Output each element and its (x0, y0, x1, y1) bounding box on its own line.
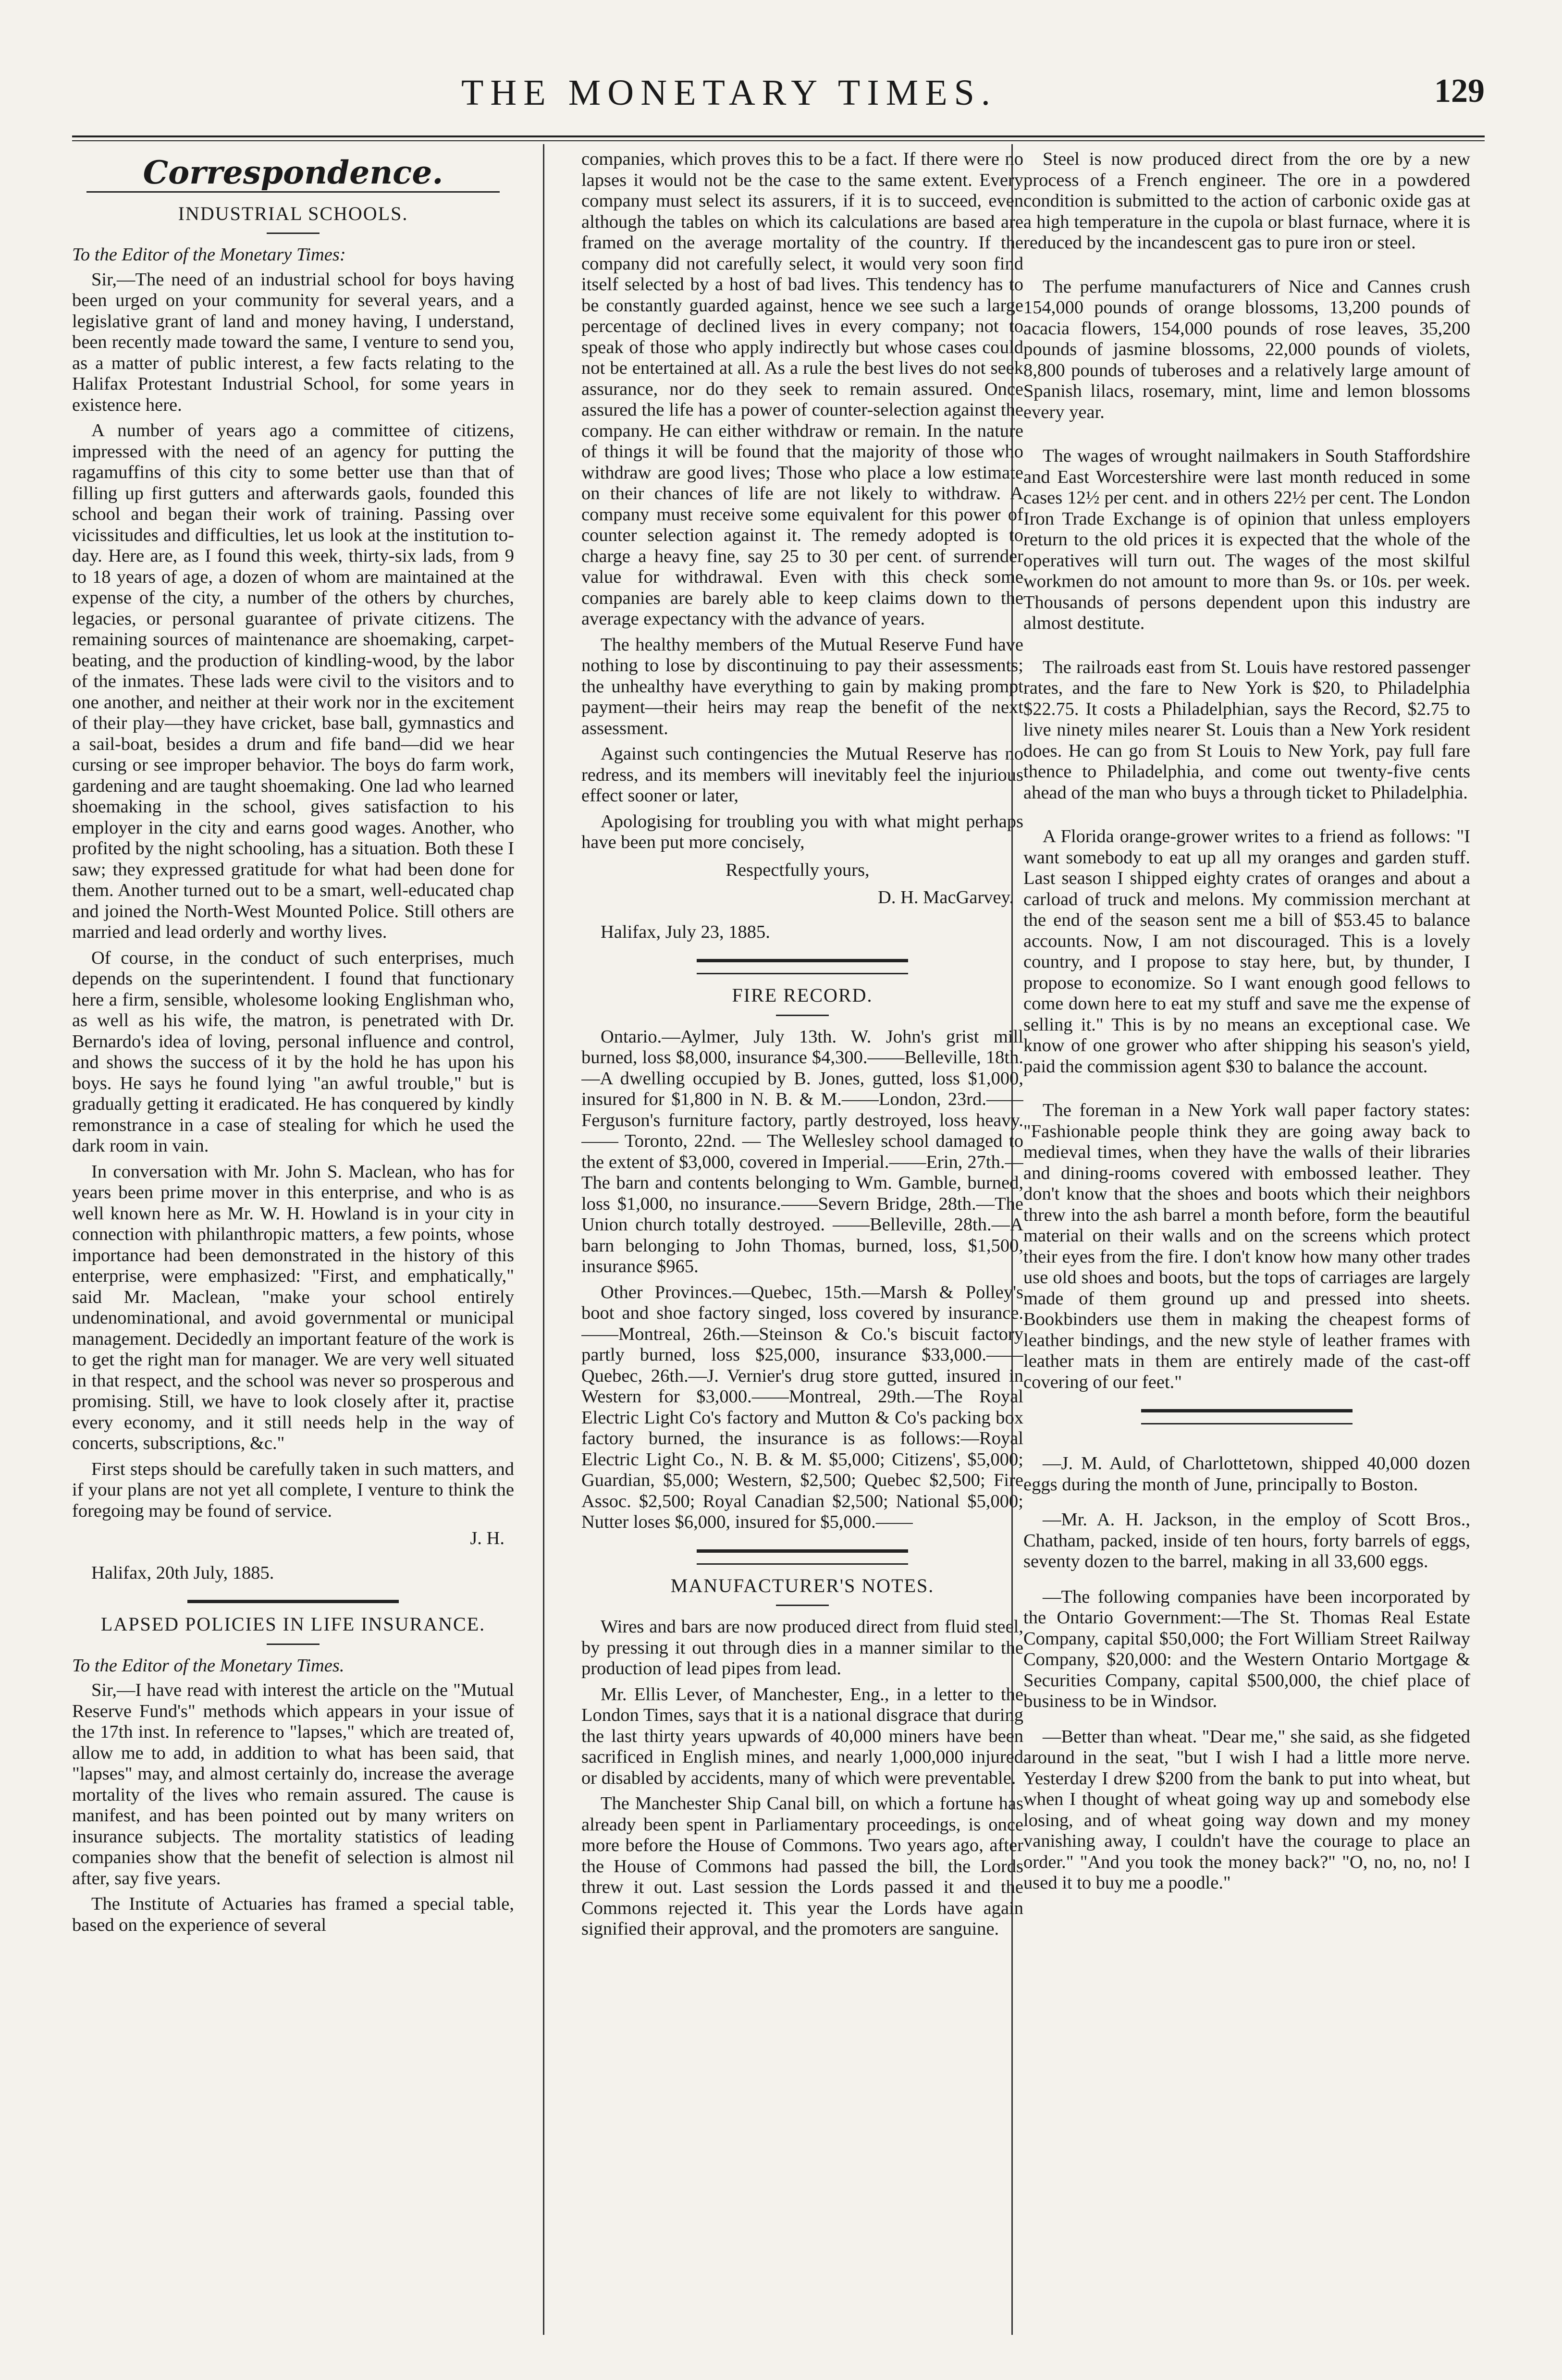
short-rule (776, 1015, 829, 1016)
masthead-rule-thin (72, 140, 1485, 141)
column-divider (543, 144, 544, 2335)
paragraph: Apologising for troubling you with what might perhaps have been put more concisely, (581, 811, 1023, 852)
short-rule (267, 1644, 320, 1645)
paragraph: —Mr. A. H. Jackson, in the employ of Scott Bros., Chatham, packed, inside of ten hours, forty barrels of eggs, seventy dozen to the barrel, making in all 33,600 eggs. (1023, 1509, 1470, 1571)
signature: D. H. MacGarvey. (878, 887, 1014, 908)
paragraph: Sir,—The need of an industrial school for boys having been urged on your community for several years, and a legislative grant of land and money having, I understand, been recently made toward the same, I venture to send you, as a matter of public interest, a few facts relating to the Halifax Protestant Industrial School, for some years in existence here. (72, 269, 514, 415)
article-heading: LAPSED POLICIES IN LIFE INSURANCE. (100, 1613, 486, 1635)
paragraph: —J. M. Auld, of Charlottetown, shipped 40,000 dozen eggs during the month of June, principally to Boston. (1023, 1453, 1470, 1495)
paragraph: companies, which proves this to be a fact. If there were no lapses it would not be the case to the same extent. Every company must select its assurers, if it is to succeed, even although the tables on which its calculations are based are framed on the average mortality of the country. If the company did not carefully select, it would very soon find itself selected by a host of bad lives. This tendency has to be constantly guarded against, hence we see such a large percentage of declined lives in every company; not to speak of those who apply indirectly but whose cases could not be entertained at all. As a rule the best lives do not seek assurance, nor do they seek to remain assured. Once assured the life has a power of counter-selection against the company. He can either withdraw or remain. In the nature of things it will be found that the majority of those who withdraw are good lives; Those who place a low estimate on their chances of life are not likely to withdraw. A company must receive some equivalent for this power of counter selection against it. The remedy adopted is to charge a heavy fine, say 25 to 30 per cent. of surrender value for withdrawal. Even with this check some companies are barely able to keep claims down to the average expectancy with the advance of years. (581, 149, 1023, 629)
paragraph: The foreman in a New York wall paper factory states: "Fashionable people think they are going away back to medieval times, when they have the walls of their libraries and dining-rooms covered with embossed leather. They don't know that the shoes and boots which their neighbors threw into the ash barrel a month before, form the beautiful material on their walls and on the screens which protect their eyes from the fire. I don't know how many other trades use old shoes and boots, but the tops of carriages are largely made of them ground up and pressed into sheets. Bookbinders use them in making the cheapest forms of leather bindings, and the new style of leather frames with leather mats in them are entirely made of the cast-off covering of our feet." (1023, 1100, 1470, 1392)
article-divider (697, 959, 908, 962)
article-heading: INDUSTRIAL SCHOOLS. (178, 202, 408, 224)
article-heading-fire-record: FIRE RECORD. (732, 984, 873, 1006)
paragraph: Sir,—I have read with interest the article on the "Mutual Reserve Fund's" methods which appears in your issue of the 17th inst. In reference to "lapses," which are treated of, allow me to add, in addition to what has been said, that "lapses" may, and almost certainly do, increase the average mortality of the lives who remain assured. The cause is manifest, and has been pointed out by many writers on insurance subjects. The mortality statistics of leading companies show that the benefit of selection is almost nil after, say five years. (72, 1680, 514, 1889)
paragraph: Ontario.—Aylmer, July 13th. W. John's grist mill burned, loss $8,000, insurance $4,300.——Belleville, 18th.—A dwelling occupied by B. Jones, gutted, loss $1,000, insured for $1,800 in N. B. & M.——London, 23rd.——Ferguson's furniture factory, partly destroyed, loss heavy.—— Toronto, 22nd. — The Wellesley school damaged to the extent of $3,000, covered in Imperial.——Erin, 27th.—The barn and contents belonging to Wm. Gamble, burned, loss $1,000, no insurance.——Severn Bridge, 28th.—The Union church totally destroyed. ——Belleville, 28th.—A barn belonging to John Thomas, burned, loss, $1,500, insurance $965. (581, 1026, 1023, 1276)
place-date: Halifax, 20th July, 1885. (91, 1562, 274, 1583)
salutation: To the Editor of the Monetary Times: (72, 245, 346, 265)
paragraph: The healthy members of the Mutual Reserve Fund have nothing to lose by discontinuing to pay their assessments; the unhealthy have everything to gain by making prompt payment—their heirs may reap the benefit of the next assessment. (581, 634, 1023, 738)
paragraph: A number of years ago a committee of citizens, impressed with the need of an agency for putting the ragamuffins of this city to some better use than that of filling up first gutters and afterwards gaols, founded this school and began their work of training. Passing over vicissitudes and difficulties, let us look at the institution to-day. Here are, as I found this week, thirty-six lads, from 9 to 18 years of age, a dozen of whom are maintained at the expense of the city, a number of the others by churches, legacies, or personal guarantee of private citizens. The remaining sources of maintenance are shoemaking, carpet-beating, and the production of kindling-wood, by the labor of the inmates. These lads were civil to the visitors and to one another, and neither at their work nor in the excitement of their play—they have cricket, base ball, gymnastics and a sail-boat, besides a drum and fife band—did we hear cursing or see improper behavior. The boys do farm work, gardening and are taught shoemaking. One lad who learned shoemaking in the school, gives satisfaction to his employer in the city and earns good wages. Another, who profited by the night schooling, has a situation. Both these I saw; they expressed gratitude for what had been done for them. Another turned out to be a smart, well-educated chap and joined the North-West Mounted Police. Still others are married and lead orderly and worthy lives. (72, 420, 514, 942)
article-divider-thin (697, 973, 908, 974)
paragraph: The wages of wrought nailmakers in South Staffordshire and East Worcestershire were last month reduced in some cases 12½ per cent. and in others 22½ per cent. The London Iron Trade Exchange is of opinion that unless employers return to the old prices it is expected that the whole of the operatives will turn out. The wages of the most skilful workmen do not amount to more than 9s. or 10s. per week. Thousands of persons dependent upon this industry are almost destitute. (1023, 446, 1470, 633)
paragraph: The Institute of Actuaries has framed a special table, based on the experience of several (72, 1894, 514, 1935)
paragraph: —The following companies have been incorporated by the Ontario Government:—The St. Thomas Real Estate Company, capital $50,000; the Fort William Street Railway Company, $20,000: and the Western Ontario Mortgage & Securities Company, capital $500,000, the chief place of business to be in Windsor. (1023, 1586, 1470, 1711)
masthead (0, 72, 1562, 125)
article-divider (1141, 1409, 1353, 1412)
paragraph: Against such contingencies the Mutual Reserve has no redress, and its members will inevitably feel the injurious effect sooner or later, (581, 744, 1023, 806)
paragraph: Steel is now produced direct from the ore by a new process of a French engineer. The ore in a powdered condition is submitted to the action of carbonic oxide gas at a high temperature in the cupola or blast furnace, where it is reduced by the incandescent gas to pure iron or steel. (1023, 149, 1470, 253)
signature: J. H. (470, 1528, 504, 1548)
short-rule (267, 233, 320, 234)
paragraph: The railroads east from St. Louis have restored passenger rates, and the fare to New York is $20, to Philadelphia $22.75. It costs a Philadelphian, says the Record, $2.75 to live ninety miles nearer St. Louis than a New York resident does. He can go from St Louis to New York, pay full fare thence to Philadelphia, and come out twenty-five cents ahead of the man who buys a through ticket to Philadelphia. (1023, 657, 1470, 803)
masthead-title: THE MONETARY TIMES. (461, 73, 997, 113)
article-divider (697, 1549, 908, 1553)
closing: Respectfully yours, (726, 859, 870, 880)
paragraph: Other Provinces.—Quebec, 15th.—Marsh & Polley's boot and shoe factory singed, loss covered by insurance.——Montreal, 26th.—Steinson & Co.'s biscuit factory partly burned, loss $25,000, insurance $33,000.——Quebec, 26th.—J. Vernier's drug store gutted, insured in Western for $3,000.——Montreal, 29th.—The Royal Electric Light Co's factory and Mutton & Co's packing box factory burned, the insurance is as follows:—Royal Electric Light Co., N. B. & M. $5,000; Citizens', $5,000; Guardian, $5,000; Western, $2,500; Quebec $2,500; Fire Assoc. $2,500; Royal Canadian $2,500; National $5,000; Nutter loses $6,000, insured for $5,000.—— (581, 1282, 1023, 1532)
section-heading-correspondence: Correspondence. (143, 154, 443, 191)
paragraph: First steps should be carefully taken in such matters, and if your plans are not yet all complete, I venture to think the foregoing may be found of service. (72, 1459, 514, 1521)
paragraph: The perfume manufacturers of Nice and Cannes crush 154,000 pounds of orange blossoms, 13,200 pounds of acacia flowers, 154,000 pounds of rose leaves, 35,200 pounds of jasmine blossoms, 22,000 pounds of violets, 8,800 pounds of tuberoses and a relatively large amount of Spanish lilacs, rosemary, mint, lime and lemon blossoms every year. (1023, 276, 1470, 422)
article-divider-thin (697, 1563, 908, 1565)
article-divider-thin (1141, 1423, 1353, 1424)
paragraph: Of course, in the conduct of such enterprises, much depends on the superintendent. I found that functionary here a firm, sensible, wholesome looking Englishman who, as well as his wife, the matron, is penetrated with Dr. Bernardo's idea of loving, personal influence and control, and shows the success of it by the hold he has upon his boys. He says he found lying "an awful trouble," but is gradually getting it eradicated. He has conquered by kindly remonstrance in a case of stealing for which he used the dark room in vain. (72, 947, 514, 1156)
paragraph: Mr. Ellis Lever, of Manchester, Eng., in a letter to the London Times, says that it is a national disgrace that during the last thirty years upwards of 40,000 miners have been sacrificed in English mines, and nearly 1,000,000 injured or disabled by accidents, many of which were preventable. (581, 1684, 1023, 1788)
column-3 (1023, 149, 1470, 2340)
masthead-rule (72, 135, 1485, 137)
paragraph: A Florida orange-grower writes to a friend as follows: "I want somebody to eat up all my oranges and garden stuff. Last season I shipped eighty crates of oranges and about a carload of truck and melons. My commission merchant at the end of the season sent me a bill of $53.45 to balance accounts. Now, I am not discouraged. This is a lovely country, and I propose to stay here, but, by thunder, I propose to economize. So I want enough good fellows to come down here to eat my stuff and save me the expense of selling it." This is by no means an exceptional case. We know of one grower who after shipping his season's yield, paid the commission agent $30 to balance the account. (1023, 826, 1470, 1077)
salutation: To the Editor of the Monetary Times. (72, 1655, 344, 1676)
paragraph: The Manchester Ship Canal bill, on which a fortune has already been spent in Parliamentary proceedings, is once more before the House of Commons. Two years ago, after the House of Commons had passed the bill, the Lords threw it out. Last session the Lords passed it and the Commons rejected it. This year the Lords have again signified their approval, and the promoters are sanguine. (581, 1793, 1023, 1939)
paragraph: In conversation with Mr. John S. Maclean, who has for years been prime mover in this enterprise, and who is as well known here as Mr. W. H. Howland is in your city in connection with philanthropic matters, a few points, whose importance had been demonstrated in the history of this enterprise, were emphasized: "First, and emphatically," said Mr. Maclean, "make your school entirely undenominational, and avoid governmental or municipal management. Decidedly an important feature of the work is to get the right man for manager. We are very well situated in that respect, and the school was never so prosperous and promising. Still, we have to look closely after it, practise every economy, and it still needs help in the way of concerts, subscriptions, &c." (72, 1161, 514, 1453)
article-divider (187, 1600, 399, 1603)
column-1 (72, 149, 514, 2340)
column-2 (581, 149, 1023, 2340)
paragraph: Wires and bars are now produced direct from fluid steel, by pressing it out through dies in a manner similar to the production of lead pipes from lead. (581, 1617, 1023, 1679)
article-heading-manufacturers-notes: MANUFACTURER'S NOTES. (670, 1574, 935, 1596)
paragraph: —Better than wheat. "Dear me," she said, as she fidgeted around in the seat, "but I wish I had a little more nerve. Yesterday I drew $200 from the bank to put into wheat, but when I thought of wheat going way up and somebody else losing, and of wheat going way down and my money vanishing away, I couldn't have the courage to place an order." "And you took the money back?" "O, no, no, no! I used it to buy me a poodle." (1023, 1726, 1470, 1893)
place-date: Halifax, July 23, 1885. (601, 921, 770, 942)
page-number: 129 (1434, 73, 1485, 110)
short-rule (776, 1605, 829, 1606)
